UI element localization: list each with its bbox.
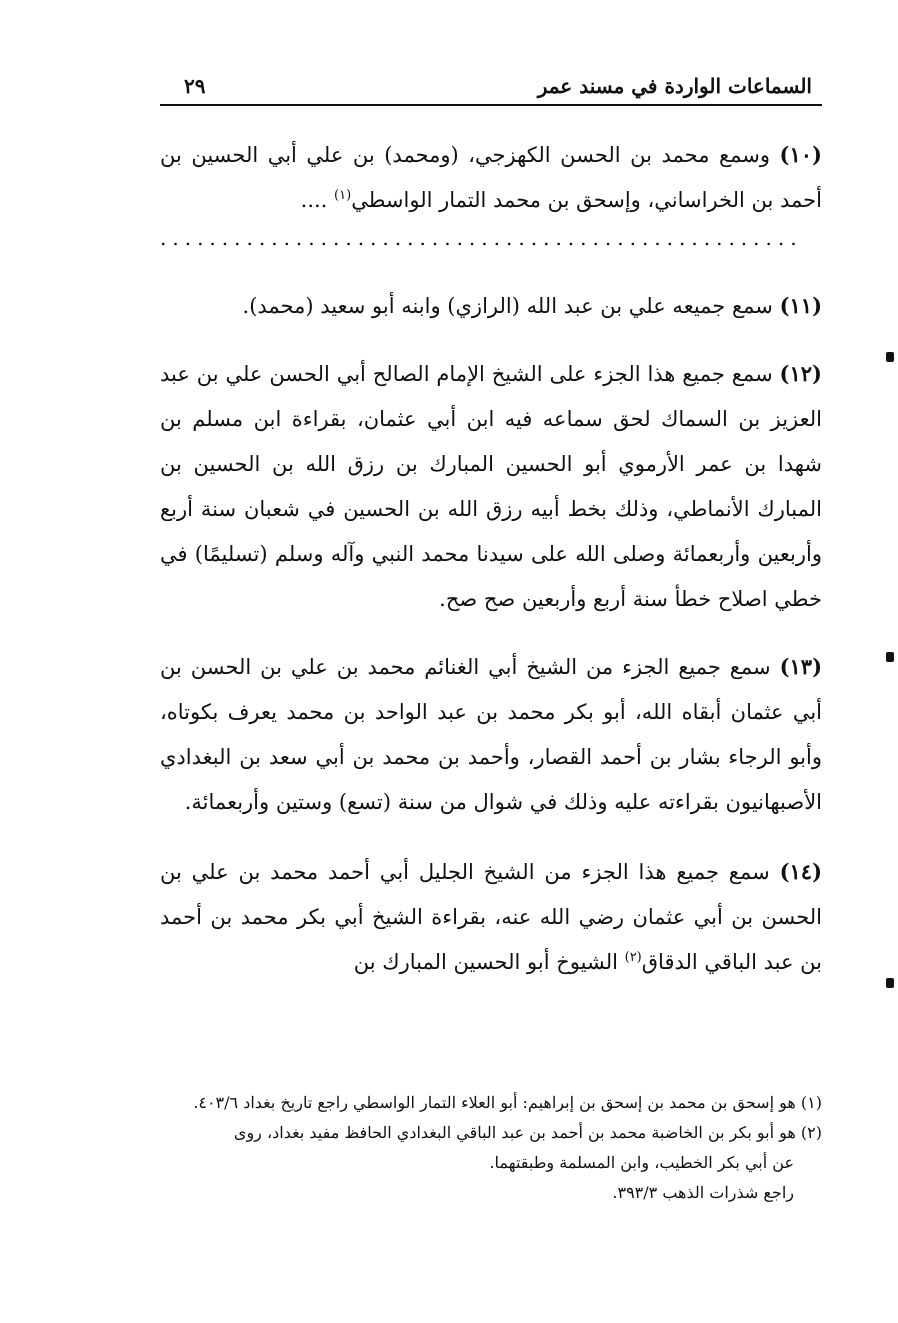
running-title: السماعات الواردة في مسند عمر xyxy=(537,74,812,98)
footnote-text: هو إسحق بن محمد بن إسحق بن إبراهيم: أبو العلاء التمار الواسطي راجع تاريخ بغداد ٤٠٣/٦. xyxy=(193,1093,796,1112)
entry-text: سمع جميع هذا الجزء من الشيخ الجليل أبي أحمد محمد بن علي بن الحسن بن أبي عثمان رضي الله عنه، بقراءة الشيخ أبي بكر محمد بن أحمد بن عبد الباقي الدقاق xyxy=(160,860,822,974)
entry-number: (١٢) xyxy=(779,361,822,386)
footnote-marker: (٢) xyxy=(800,1123,822,1142)
main-text xyxy=(160,132,822,985)
margin-mark xyxy=(886,652,894,662)
entry-number: (١٠) xyxy=(779,142,822,167)
footnote-text: هو أبو بكر بن الخاضبة محمد بن أحمد بن عبد الباقي البغدادي الحافظ مفيد بغداد، روى xyxy=(233,1123,796,1142)
entry-text: سمع جميع الجزء من الشيخ أبي الغنائم محمد بن علي بن الحسن بن أبي عثمان أبقاه الله، أبو بكر محمد بن عبد الواحد بن محمد يعرف بكوتاه، وأبو الرجاء بشار بن أحمد القصار، وأحمد بن محمد بن أبي سعد بن البغدادي الأصبهانيون بقراءته عليه وذلك في شوال من سنة (تسع) وستين وأربعمائة. xyxy=(160,655,822,814)
entry-13 xyxy=(160,644,822,825)
entry-12 xyxy=(160,351,822,622)
page-number: ٢٩ xyxy=(184,74,206,98)
footnote-ref: (١) xyxy=(334,188,352,203)
footnote-2 xyxy=(160,1118,822,1208)
footnotes xyxy=(160,1088,822,1208)
entry-text: سمع جميع هذا الجزء على الشيخ الإمام الصالح أبي الحسن علي بن عبد العزيز بن السماك لحق سماعه فيه ابن أبي عثمان، بقراءة ابن مسلم بن شهدا بن عمر الأرموي أبو الحسين المبارك بن رزق الله بن الحسين بن المبارك الأنماطي، وذلك بخط أبيه رزق الله بن الحسين في شعبان سنة أربع وأربعين وأربعمائة وصلى الله على سيدنا محمد النبي وآله وسلم (تسليمًا) في خطي اصلاح خطأ سنة أربع وأربعين صح صح. xyxy=(160,362,822,611)
footnote-text-line-3: راجع شذرات الذهب ٣٩٣/٣. xyxy=(612,1183,794,1202)
page-header xyxy=(160,72,822,106)
ellipsis: .... xyxy=(300,188,328,212)
entry-number: (١١) xyxy=(779,293,822,318)
entry-text: سمع جميعه علي بن عبد الله (الرازي) وابنه أبو سعيد (محمد). xyxy=(242,294,773,318)
entry-number: (١٣) xyxy=(779,654,822,679)
margin-mark xyxy=(886,978,894,988)
entry-11 xyxy=(160,283,822,329)
entry-number: (١٤) xyxy=(779,859,822,884)
footnote-marker: (١) xyxy=(800,1093,822,1112)
entry-text-continued: الشيوخ أبو الحسين المبارك بن xyxy=(353,950,618,974)
margin-mark xyxy=(886,352,894,362)
entry-text: وسمع محمد بن الحسن الكهزجي، (ومحمد) بن علي أبي الحسين بن أحمد بن الخراساني، وإسحق بن محمد التمار الواسطي xyxy=(160,143,822,212)
footnote-1 xyxy=(160,1088,822,1118)
entry-10 xyxy=(160,132,822,223)
footnote-ref: (٢) xyxy=(624,950,642,965)
dotted-line: .................................................... xyxy=(160,226,803,250)
entry-14 xyxy=(160,849,822,985)
footnote-text-line-2: عن أبي بكر الخطيب، وابن المسلمة وطبقتهما. xyxy=(489,1153,794,1172)
